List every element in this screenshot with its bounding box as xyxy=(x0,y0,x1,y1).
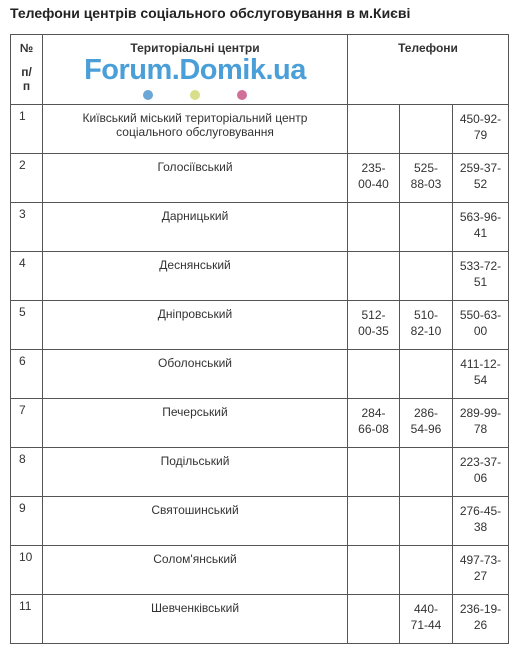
center-name: Солом'янський xyxy=(43,546,348,595)
header-number-abbr-2: п xyxy=(22,79,31,93)
phone-2: 525-88-03 xyxy=(400,154,453,203)
phone-2 xyxy=(400,350,453,399)
table-row xyxy=(11,595,509,644)
row-number: 4 xyxy=(11,252,43,301)
header-number-symbol: № xyxy=(19,41,34,55)
table-row xyxy=(11,252,509,301)
row-number: 8 xyxy=(11,448,43,497)
phone-3: 411-12-54 xyxy=(453,350,509,399)
row-number: 10 xyxy=(11,546,43,595)
phones-table xyxy=(10,34,509,644)
phone-1: 284-66-08 xyxy=(348,399,400,448)
phone-3: 497-73-27 xyxy=(453,546,509,595)
center-name: Подільський xyxy=(43,448,348,497)
center-name: Печерський xyxy=(43,399,348,448)
table-row xyxy=(11,203,509,252)
watermark-dot-pink xyxy=(237,90,247,100)
phone-1 xyxy=(348,448,400,497)
row-number: 6 xyxy=(11,350,43,399)
table-row xyxy=(11,546,509,595)
center-name: Святошинський xyxy=(43,497,348,546)
phone-1 xyxy=(348,203,400,252)
phone-3: 276-45-38 xyxy=(453,497,509,546)
phone-3: 550-63-00 xyxy=(453,301,509,350)
phone-2 xyxy=(400,105,453,154)
center-name: Голосіївський xyxy=(43,154,348,203)
phone-1 xyxy=(348,546,400,595)
header-number xyxy=(11,35,43,105)
phone-3: 236-19-26 xyxy=(453,595,509,644)
center-name: Шевченківський xyxy=(43,595,348,644)
watermark-dot-yellow xyxy=(190,90,200,100)
phone-2 xyxy=(400,203,453,252)
phone-2: 440-71-44 xyxy=(400,595,453,644)
phone-1 xyxy=(348,595,400,644)
phone-1 xyxy=(348,350,400,399)
row-number: 9 xyxy=(11,497,43,546)
row-number: 3 xyxy=(11,203,43,252)
phone-3: 223-37-06 xyxy=(453,448,509,497)
phone-1: 512-00-35 xyxy=(348,301,400,350)
row-number: 11 xyxy=(11,595,43,644)
phone-2 xyxy=(400,546,453,595)
phone-3: 533-72-51 xyxy=(453,252,509,301)
header-centers xyxy=(43,35,348,105)
phone-2: 286-54-96 xyxy=(400,399,453,448)
phone-3: 259-37-52 xyxy=(453,154,509,203)
page-title: Телефони центрів соціального обслуговування в м.Києві xyxy=(10,5,411,21)
watermark-logo-text: Forum.Domik.ua xyxy=(84,54,306,86)
row-number: 7 xyxy=(11,399,43,448)
phone-3: 289-99-78 xyxy=(453,399,509,448)
table-header-row xyxy=(11,35,509,105)
center-name: Дніпровський xyxy=(43,301,348,350)
watermark-dot-blue xyxy=(143,90,153,100)
phone-2 xyxy=(400,252,453,301)
center-name: Оболонський xyxy=(43,350,348,399)
phone-2: 510-82-10 xyxy=(400,301,453,350)
phone-2 xyxy=(400,448,453,497)
table-row xyxy=(11,399,509,448)
phone-1: 235-00-40 xyxy=(348,154,400,203)
row-number: 5 xyxy=(11,301,43,350)
phone-1 xyxy=(348,252,400,301)
phone-1 xyxy=(348,497,400,546)
phone-3: 450-92-79 xyxy=(453,105,509,154)
center-name: Дарницький xyxy=(43,203,348,252)
phone-1 xyxy=(348,105,400,154)
table-row xyxy=(11,105,509,154)
table-row xyxy=(11,154,509,203)
watermark-dots xyxy=(43,89,347,101)
table-row xyxy=(11,448,509,497)
row-number: 2 xyxy=(11,154,43,203)
phone-2 xyxy=(400,497,453,546)
header-phones: Телефони xyxy=(348,35,509,105)
table-row xyxy=(11,497,509,546)
phone-3: 563-96-41 xyxy=(453,203,509,252)
center-name: Деснянський xyxy=(43,252,348,301)
header-centers-label: Територіальні центри xyxy=(130,41,260,55)
center-name: Київський міський територіальний центр соціального обслуговування xyxy=(43,105,348,154)
row-number: 1 xyxy=(11,105,43,154)
header-number-abbr-1: п/ xyxy=(21,65,32,79)
watermark xyxy=(43,55,347,101)
table-row xyxy=(11,350,509,399)
table-row xyxy=(11,301,509,350)
